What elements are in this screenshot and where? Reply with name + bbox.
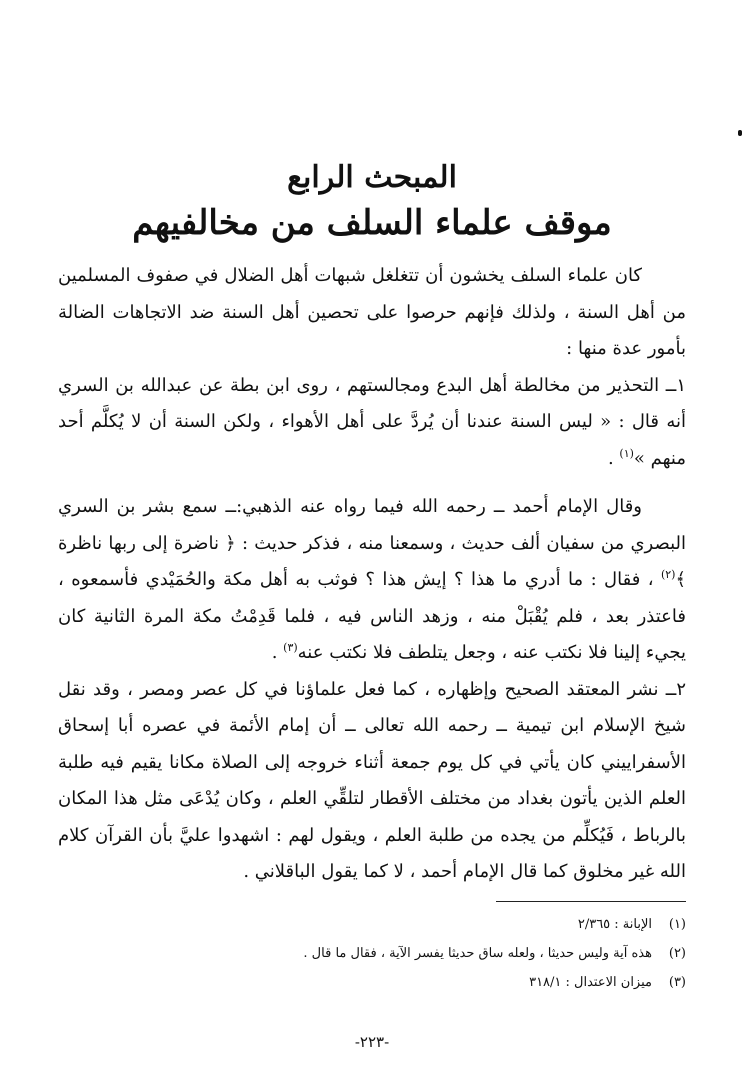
- footnote-item: [58, 939, 686, 968]
- page-number: -٢٢٣-: [354, 1033, 390, 1051]
- chapter-label: المبحث الرابع: [287, 160, 457, 195]
- footnote-ref-1[interactable]: (١): [619, 446, 634, 460]
- footnote-number: (١): [668, 917, 686, 932]
- point-1b-paragraph: [58, 489, 686, 672]
- point-1b-end: .: [271, 642, 284, 663]
- footnote-number: (٢): [668, 946, 686, 961]
- point-1-end: .: [607, 447, 620, 469]
- section-heading: موقف علماء السلف من مخالفيهم: [132, 203, 612, 243]
- footnote-item: [58, 910, 686, 939]
- footnote-text: الإبانة : ٢/٣٦٥: [577, 917, 652, 932]
- footnotes: [58, 901, 686, 997]
- point-1-paragraph: [58, 368, 686, 478]
- footnote-ref-2[interactable]: (٢): [660, 568, 676, 581]
- point-1-text: ١ــ التحذير من مخالطة أهل البدع ومجالستهم ، روى ابن بطة عن عبدالله بن السري أنه قال : « ليس السنة عندنا أن يُردَّ على أهل الأهواء ، ولكن السنة أن لا يُكلَّم أحد منهم »: [58, 374, 686, 469]
- document-page: [58, 158, 686, 1092]
- footnote-number: (٣): [668, 975, 686, 990]
- point-2-paragraph: ٢ــ نشر المعتقد الصحيح وإظهاره ، كما فعل علماؤنا في كل عصر ومصر ، وقد نقل شيخ الإسلام ابن تيمية ــ رحمه الله تعالى ــ أن إمام الأئمة في عصره أبا إسحاق الأسفراييني كان يأتي في كل يوم جمعة أثناء خروجه إلى الصلاة مكانا يقيم فيه طلبة العلم الذين يأتون بغداد من مختلف الأقطار لتلقِّي العلم ، وكان يُدْعَى مثل هذا المكان بالرباط ، فَيُكلِّم من يجده من طلبة العلم ، ويقول لهم : اشهدوا عليَّ بأن القرآن كلام الله غير مخلوق كما قال الإمام أحمد ، لا كما يقول الباقلاني .: [58, 678, 686, 882]
- page-edge-mark: [738, 130, 742, 136]
- footnote-text: ميزان الاعتدال : ٣١٨/١: [529, 975, 652, 990]
- point-1b-text-continued: ، فقال : ما أدري ما هذا ؟ إيش هذا ؟ فوثب به أهل مكة والحُمَيْدي فأسمعوه ، فاعتذر بعد ، فلم يُقْبَلْ منه ، وزهد الناس فيه ، فلما قَدِمْتُ مكة المرة الثانية كان يجيء إلينا فلا نكتب عنه ، وجعل يتلطف فلا نكتب عنه: [58, 569, 686, 663]
- point-1b-text: وقال الإمام أحمد ــ رحمه الله فيما رواه عنه الذهبي:ــ سمع بشر بن السري البصري من سفيان ألف حديث ، وسمعنا منه ، فذكر حديث : ﴿ ناضرة إلى ربها ناظرة ﴾: [58, 496, 686, 590]
- footnote-ref-3[interactable]: (٣): [283, 641, 298, 654]
- intro-paragraph: كان علماء السلف يخشون أن تتغلغل شبهات أهل الضلال في صفوف المسلمين من أهل السنة ، ولذلك فإنهم حرصوا على تحصين أهل السنة ضد الاتجاهات الضالة بأمور عدة منها :: [58, 265, 686, 359]
- footnote-item: [58, 968, 686, 997]
- footnote-divider: [496, 901, 686, 902]
- footnote-text: هذه آية وليس حديثا ، ولعله ساق حديثا يفسر الآية ، فقال ما قال .: [303, 946, 652, 961]
